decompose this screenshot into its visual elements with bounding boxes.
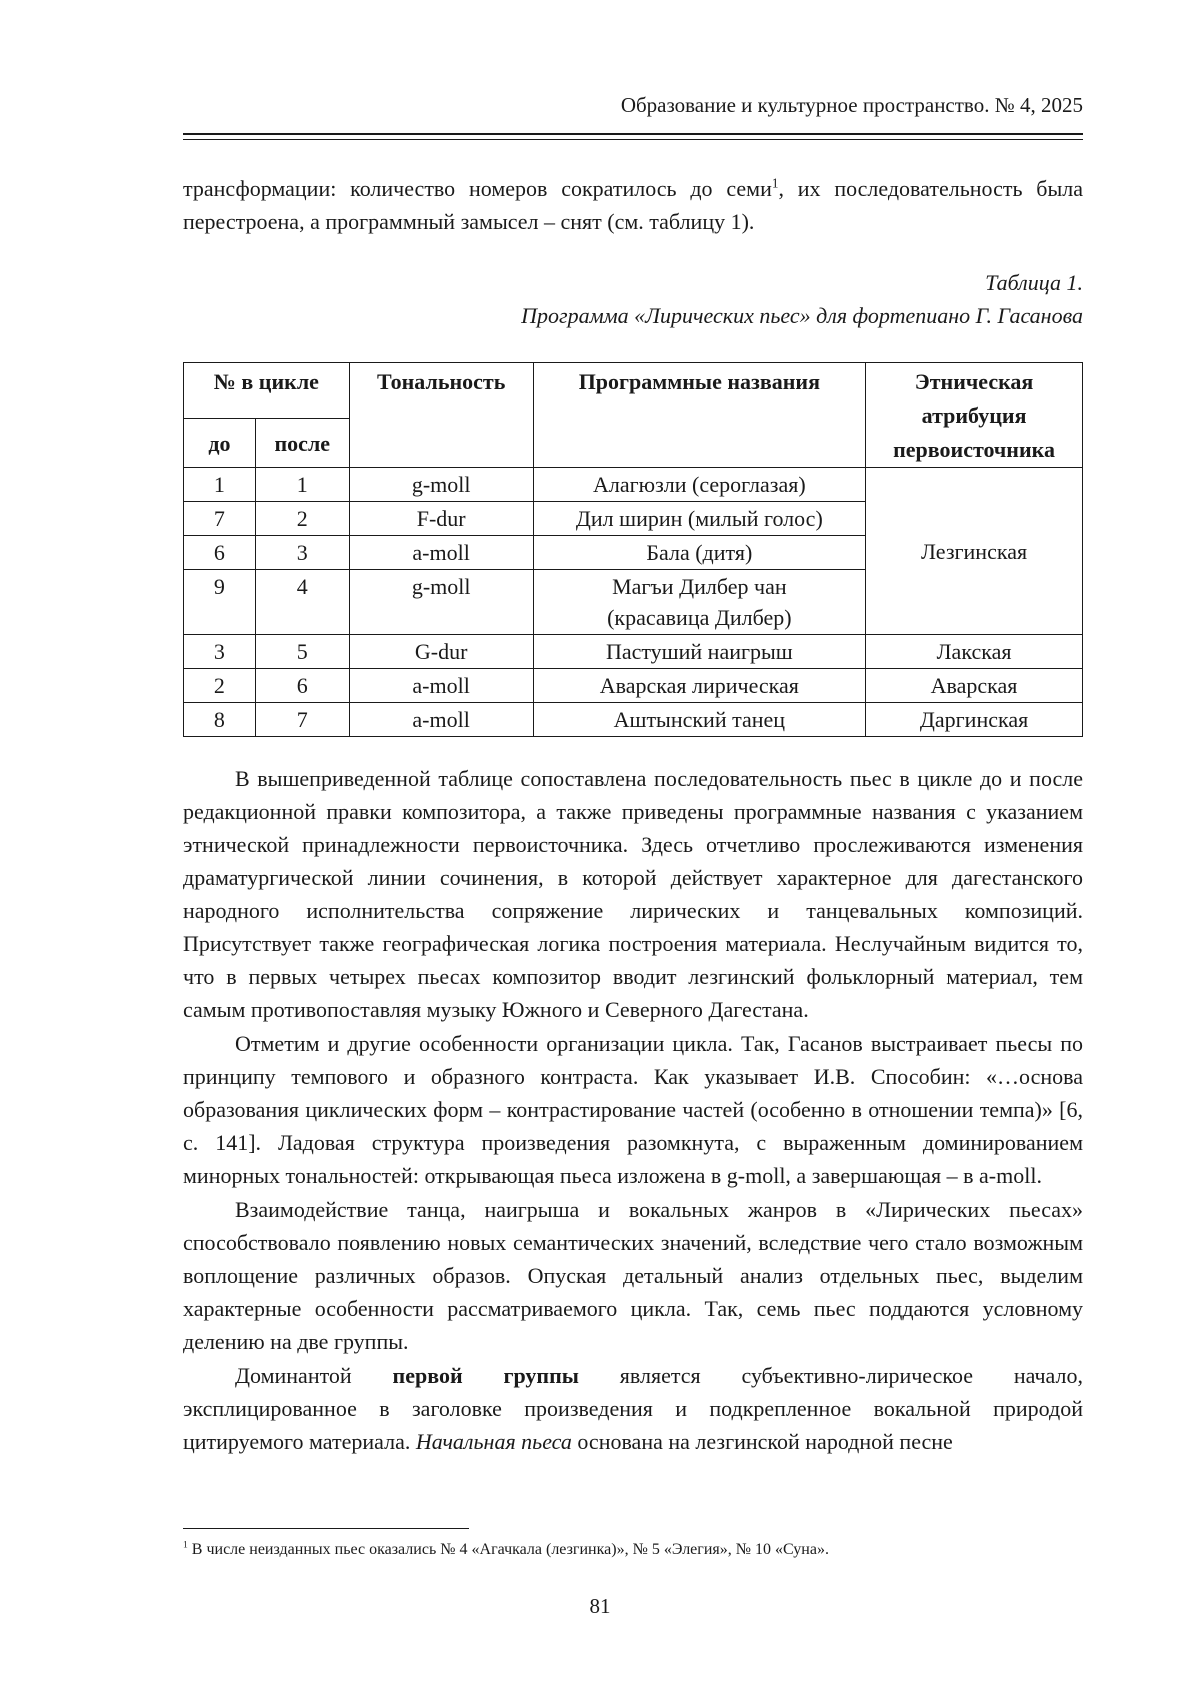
cell-key: F-dur <box>349 502 533 536</box>
cell-key: G-dur <box>349 635 533 669</box>
cell-name: Дил ширин (милый голос) <box>533 502 866 536</box>
header-rule-thick <box>183 133 1083 135</box>
table-row <box>184 703 1083 737</box>
cell-after: 1 <box>255 468 349 502</box>
p4-text-a: Доминантой <box>235 1363 393 1388</box>
header-rule-thin <box>183 139 1083 140</box>
cell-after: 3 <box>255 536 349 570</box>
cell-name-line1: Магъи Дилбер чан <box>612 574 787 599</box>
cell-after: 7 <box>255 703 349 737</box>
cell-name: Аштынский танец <box>533 703 866 737</box>
cell-key: a-moll <box>349 669 533 703</box>
cell-key: a-moll <box>349 703 533 737</box>
cell-before: 1 <box>184 468 256 502</box>
paragraph-1: В вышеприведенной таблице сопоставлена последовательность пьес в цикле до и после редакционной правки композитора, а также приведены программные названия с указанием этнической принадлежности первоисточника. Здесь отчетливо прослеживаются изменения драматургической линии сочинения, в которой действует характерное для дагестанского народного исполнительства сопряжение лирических и танцевальных композиций. Присутствует также географическая логика построения материала. Неслучайным видится то, что в первых четырех пьесах композитор вводит лезгинский фольклорный материал, тем самым противопоставляя музыку Южного и Северного Дагестана. <box>183 766 1083 1022</box>
cell-before: 6 <box>184 536 256 570</box>
header-cycle-number: № в цикле <box>184 363 350 419</box>
cell-after: 5 <box>255 635 349 669</box>
cell-after: 4 <box>255 570 349 635</box>
cell-name <box>533 570 866 635</box>
program-table <box>183 362 1083 737</box>
paragraph-3: Взаимодействие танца, наигрыша и вокальных жанров в «Лирических пьесах» способствовало появлению новых семантических значений, вследствие чего стало возможным воплощение различных образов. Опуская детальный анализ отдельных пьес, выделим характерные особенности рассматриваемого цикла. Так, семь пьес поддаются условному делению на две группы. <box>183 1197 1083 1354</box>
cell-name-line2: (красавица Дилбер) <box>607 605 792 630</box>
cell-name: Аварская лирическая <box>533 669 866 703</box>
paragraph-2: Отметим и другие особенности организации цикла. Так, Гасанов выстраивает пьесы по принципу темпового и образного контраста. Как указывает И.В. Способин: «…основа образования циклических форм – контрастирование частей (особенно в отношении темпа)» [6, с. 141]. Ладовая структура произведения разомкнута, с выраженным доминированием минорных тональностей: открывающая пьеса изложена в g-moll, а завершающая – в a-moll. <box>183 1031 1083 1188</box>
intro-text-before: трансформации: количество номеров сократилось до семи <box>183 176 772 201</box>
header-ethnic-attribution: Этническая атрибуция первоисточника <box>866 363 1083 468</box>
cell-key: a-moll <box>349 536 533 570</box>
table-caption-label: Таблица 1. <box>985 270 1083 295</box>
cell-key: g-moll <box>349 468 533 502</box>
header-before: до <box>184 419 256 468</box>
cell-name: Алагюзли (сероглазая) <box>533 468 866 502</box>
footnote-mark: 1 <box>183 1539 188 1551</box>
running-header: Образование и культурное пространство. № 4, 2025 <box>620 93 1083 117</box>
cell-before: 7 <box>184 502 256 536</box>
cell-key: g-moll <box>349 570 533 635</box>
header-key: Тональность <box>349 363 533 468</box>
footnote <box>183 1540 1083 1560</box>
cell-ethnic: Лакская <box>866 635 1083 669</box>
header-program-names: Программные названия <box>533 363 866 468</box>
cell-after: 6 <box>255 669 349 703</box>
cell-after: 2 <box>255 502 349 536</box>
table-caption-title: Программа «Лирических пьес» для фортепиано Г. Гасанова <box>521 303 1083 328</box>
footnote-reference[interactable]: 1 <box>771 175 779 191</box>
table-row <box>184 468 1083 502</box>
cell-before: 8 <box>184 703 256 737</box>
footnote-rule <box>183 1528 469 1529</box>
cell-name: Бала (дитя) <box>533 536 866 570</box>
table-row <box>184 635 1083 669</box>
p4-bold-term: первой группы <box>392 1363 579 1388</box>
table-row <box>184 669 1083 703</box>
cell-before: 3 <box>184 635 256 669</box>
cell-before: 9 <box>184 570 256 635</box>
cell-ethnic-lezgin: Лезгинская <box>866 468 1083 635</box>
page-number: 81 <box>589 1594 611 1618</box>
header-after: после <box>255 419 349 468</box>
paragraph-4 <box>183 1359 1083 1458</box>
cell-ethnic: Даргинская <box>866 703 1083 737</box>
p4-text-c: основана на лезгинской народной песне <box>571 1429 953 1454</box>
cell-ethnic: Аварская <box>866 669 1083 703</box>
body-text <box>183 762 1083 1459</box>
p4-italic-term: Начальная пьеса <box>415 1429 572 1454</box>
p4-text-b: является субъективно-лирическое начало, эксплицированное в заголовке произведения и подкрепленное вокальной природой цитируемого материала. <box>183 1363 1083 1454</box>
footnote-text: В числе неизданных пьес оказались № 4 «Агачкала (лезгинка)», № 5 «Элегия», № 10 «Суна». <box>187 1541 829 1558</box>
intro-text-after: , их последовательность была перестроена, а программный замысел – снят (см. таблицу 1). <box>183 176 1083 234</box>
cell-before: 2 <box>184 669 256 703</box>
cell-name: Пастуший наигрыш <box>533 635 866 669</box>
intro-paragraph <box>183 172 1083 238</box>
